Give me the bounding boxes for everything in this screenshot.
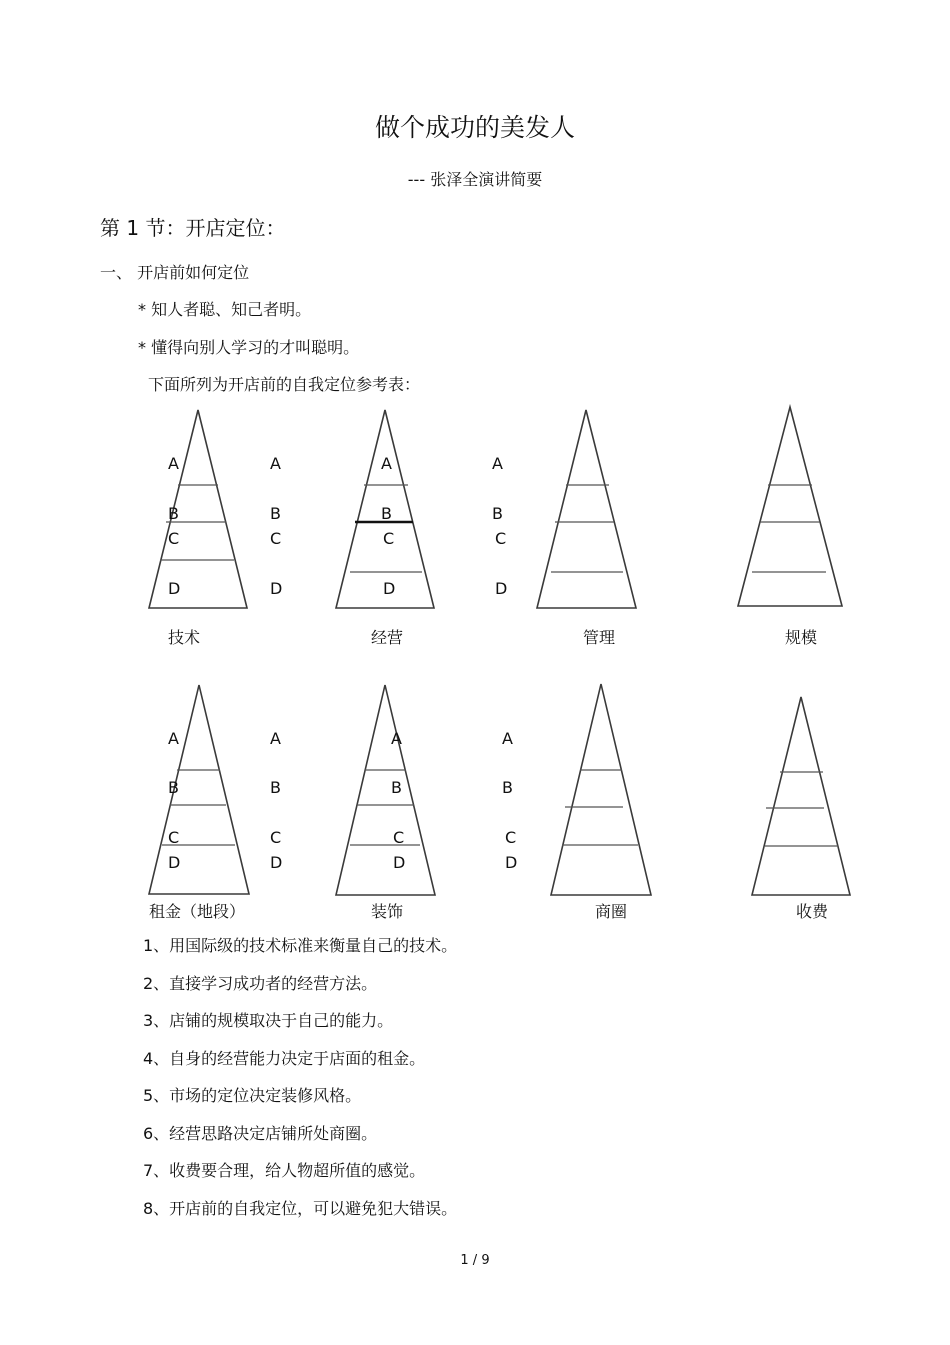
pyramid-6-scale-label: A <box>502 729 513 748</box>
pyramid-1-scale-label: A <box>270 454 281 473</box>
point-3: 3、店铺的规模取决于自己的能力。 <box>143 1011 394 1030</box>
pyramid-8-outline <box>752 697 850 895</box>
pyramid-2-scale-label: A <box>492 454 503 473</box>
point-8: 8、开店前的自我定位，可以避免犯大错误。 <box>143 1198 458 1218</box>
pyramid-4-outline <box>738 407 842 606</box>
pyramid-6-outline <box>336 685 435 895</box>
pyramid-2-level-label: C <box>383 529 395 548</box>
item-heading: 一、 开店前如何定位 <box>100 263 250 282</box>
pyramid-5-scale-label: D <box>270 853 283 872</box>
pyramid-7-caption: 商圈 <box>594 902 628 921</box>
pyramid-7-outline <box>551 684 651 895</box>
pyramid-1-level-label: D <box>168 579 181 598</box>
pyramid-3-outline <box>537 410 636 608</box>
pyramid-5-scale-label: A <box>270 729 281 748</box>
pyramid-5-level-label: A <box>168 729 179 748</box>
table-intro: 下面所列为开店前的自我定位参考表： <box>148 375 421 394</box>
pyramid-1-level-label: C <box>168 529 180 548</box>
section-heading: 第 1 节：开店定位： <box>100 216 286 240</box>
pyramid-6-level-label: C <box>393 828 405 847</box>
pyramid-1-caption: 技术 <box>167 628 201 647</box>
point-1: 1、用国际级的技术标准来衡量自己的技术。 <box>143 936 458 955</box>
pyramid-2-scale-label: B <box>492 504 503 523</box>
pyramid-2-scale-label: D <box>495 579 508 598</box>
pyramid-6-caption: 装饰 <box>370 902 404 921</box>
pyramid-2-scale-label: C <box>495 529 507 548</box>
pyramid-1-scale-label: B <box>270 504 281 523</box>
pyramid-2-level-label: D <box>383 579 396 598</box>
pyramid-1-outline <box>149 410 247 608</box>
point-4: 4、自身的经营能力决定于店面的租金。 <box>143 1048 426 1068</box>
document-subtitle: --- 张泽全演讲简要 <box>407 170 543 189</box>
pyramid-6-scale-label: B <box>502 778 513 797</box>
pyramid-4-caption: 规模 <box>784 628 818 647</box>
point-5: 5、市场的定位决定装修风格。 <box>143 1086 362 1105</box>
pyramid-5-scale-label: C <box>270 828 282 847</box>
pyramid-8-caption: 收费 <box>795 902 829 921</box>
page-number: 1 / 9 <box>460 1253 490 1268</box>
pyramid-1-scale-label: D <box>270 579 283 598</box>
pyramid-6-level-label: B <box>391 778 402 797</box>
pyramid-3-caption: 管理 <box>582 628 616 647</box>
pyramid-6-scale-label: D <box>505 853 518 872</box>
pyramid-5-scale-label: B <box>270 778 281 797</box>
pyramid-1-scale-label: C <box>270 529 282 548</box>
bullet-2: * 懂得向别人学习的才叫聪明。 <box>138 338 360 357</box>
pyramid-6-scale-label: C <box>505 828 517 847</box>
point-2: 2、直接学习成功者的经营方法。 <box>143 973 378 993</box>
pyramid-2-level-label: A <box>381 454 392 473</box>
pyramid-1-level-label: A <box>168 454 179 473</box>
pyramid-6-level-label: D <box>393 853 406 872</box>
pyramid-2-caption: 经营 <box>370 628 404 647</box>
pyramid-5-caption: 租金（地段） <box>148 902 246 921</box>
pyramid-5-outline <box>149 685 249 894</box>
pyramid-6-level-label: A <box>391 729 402 748</box>
pyramid-5-level-label: D <box>168 853 181 872</box>
point-7: 7、收费要合理，给人物超所值的感觉。 <box>143 1161 426 1180</box>
point-6: 6、经营思路决定店铺所处商圈。 <box>143 1123 378 1143</box>
document-title: 做个成功的美发人 <box>374 113 575 142</box>
pyramid-5-level-label: C <box>168 828 180 847</box>
bullet-1: * 知人者聪、知己者明。 <box>138 300 312 319</box>
pyramid-5-level-label: B <box>168 778 179 797</box>
pyramid-1-level-label: B <box>168 504 179 523</box>
pyramid-2-level-label: B <box>381 504 392 523</box>
